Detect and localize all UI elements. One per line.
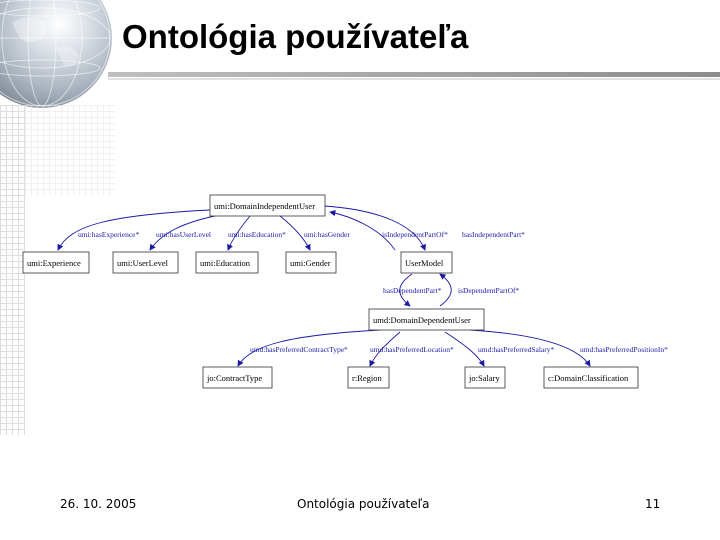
edge-label-pref-salary: umd:hasPreferredSalary* xyxy=(478,345,555,354)
edge-label-has-userlevel: umi:hasUserLevel xyxy=(156,230,211,239)
edge-label-pref-position: umd:hasPreferredPositionIn* xyxy=(580,345,668,354)
node-domain-independent-user: umi:DomainIndependentUser xyxy=(214,201,316,211)
node-salary: jo:Salary xyxy=(469,373,500,383)
edge-has-independent-part xyxy=(325,206,425,250)
edge-is-dependent-part-of xyxy=(440,274,451,306)
footer-title: Ontológia používateľa xyxy=(297,497,430,511)
node-gender: umi:Gender xyxy=(290,258,331,268)
node-region: r:Region xyxy=(352,373,382,383)
edge-label-has-independent-part: hasIndependentPart* xyxy=(462,230,525,239)
node-education: umi:Education xyxy=(200,258,251,268)
node-usermodel: UserModel xyxy=(405,258,444,268)
slide-title: Ontológia používateľa xyxy=(122,18,469,55)
edge-label-has-education: umi:hasEducation* xyxy=(228,230,286,239)
edge-label-has-experience: umi:hasExperience* xyxy=(78,230,140,239)
edge-label-pref-location: umd:hasPreferredLocation* xyxy=(370,345,454,354)
node-domain-dependent-user: umd:DomainDependentUser xyxy=(373,315,471,325)
node-domain-classification: c:DomainClassification xyxy=(548,373,629,383)
edge-label-has-dependent-part: hasDependentPart* xyxy=(383,286,442,295)
page-number: 11 xyxy=(645,497,661,511)
footer-date: 26. 10. 2005 xyxy=(60,497,137,511)
node-experience: umi:Experience xyxy=(27,258,81,268)
node-userlevel: umi:UserLevel xyxy=(117,258,168,268)
edge-label-has-gender: umi:hasGender xyxy=(304,230,350,239)
node-contract-type: jo:ContractType xyxy=(207,373,263,383)
edge-label-is-dependent-part-of: isDependentPartOf* xyxy=(458,286,520,295)
edge-label-is-independent-part-of: isIndependentPartOf* xyxy=(382,230,448,239)
edge-label-pref-contract: umd:hasPreferredContractType* xyxy=(250,345,348,354)
